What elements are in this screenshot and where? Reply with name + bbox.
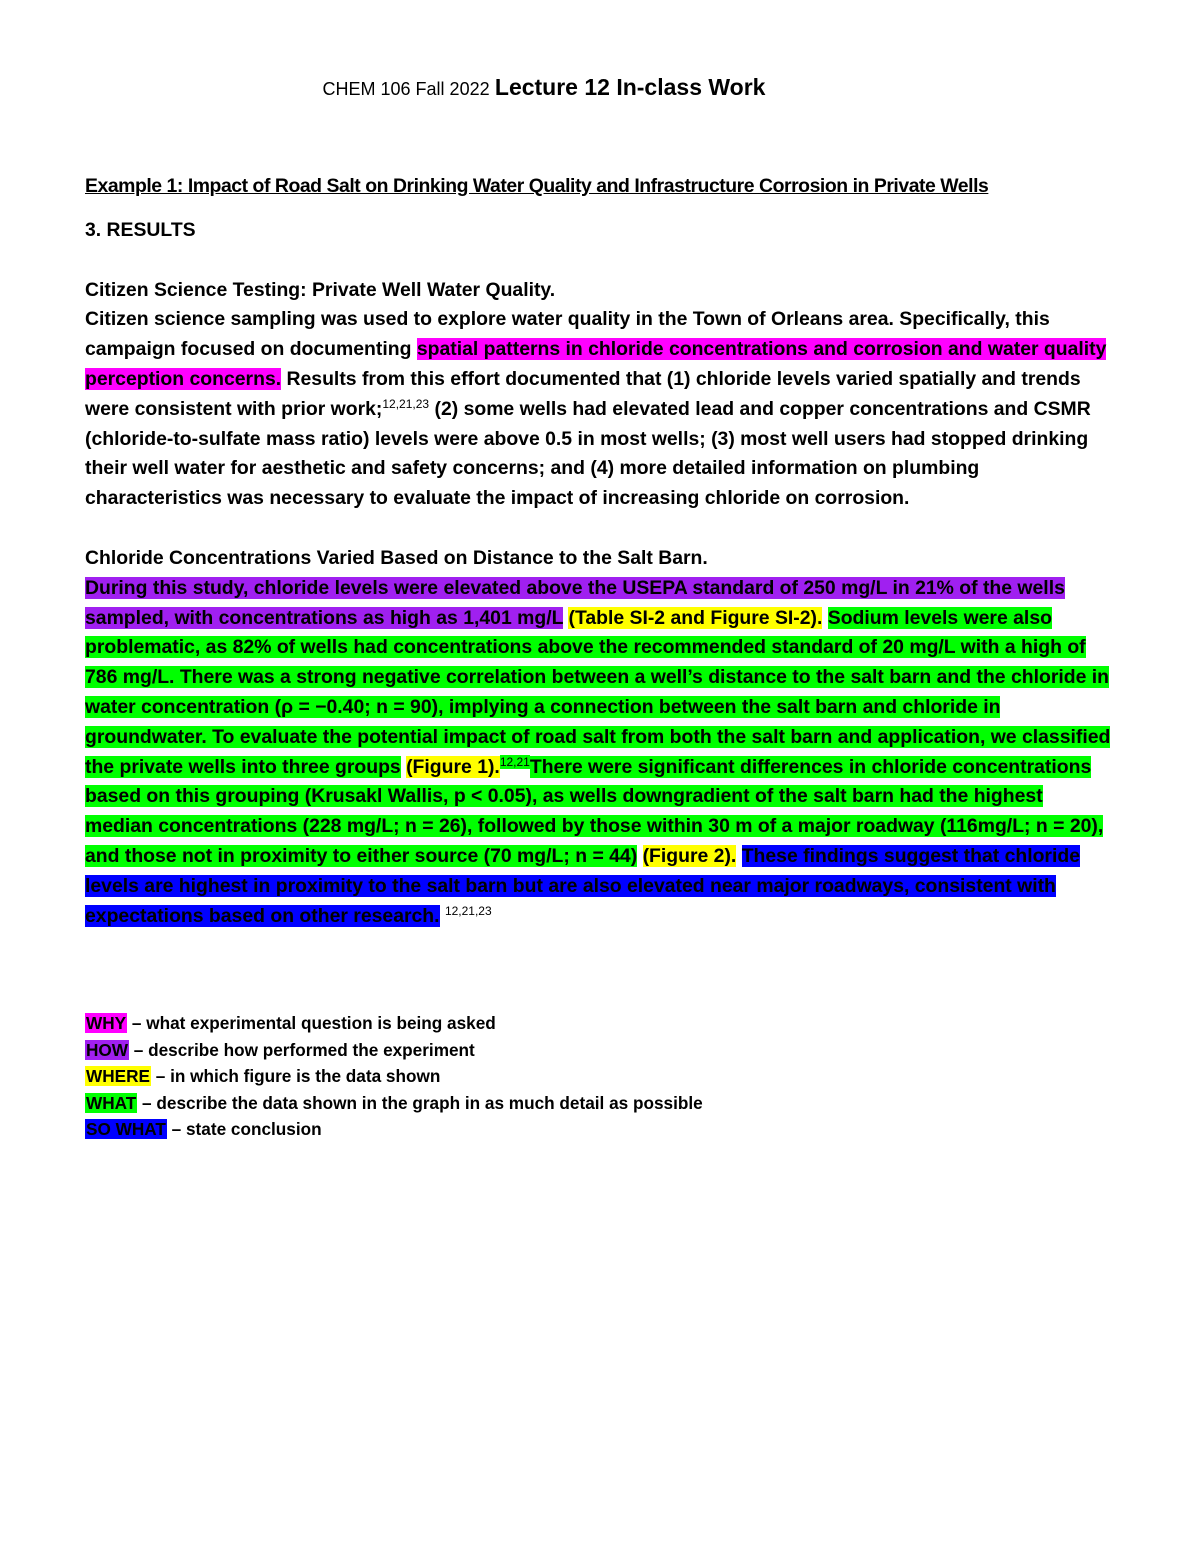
how-highlight: During this study, chloride levels were elevated above the USEPA standard of 250 mg/L in 21% of the wells sampled, with concentrations as high as 1,401 mg/L bbox=[85, 576, 1065, 629]
spacer bbox=[85, 246, 1115, 276]
document-body bbox=[85, 172, 1115, 931]
legend-key: WHERE bbox=[86, 1066, 150, 1086]
where-highlight: (Figure 2). bbox=[642, 844, 737, 867]
citation-superscript: 12,21,23 bbox=[382, 396, 430, 411]
page-header bbox=[0, 74, 1088, 101]
where-highlight: (Figure 1). bbox=[406, 755, 500, 778]
legend-row-so-what bbox=[85, 1116, 703, 1143]
legend-row-why bbox=[85, 1010, 703, 1037]
lecture-title: Lecture 12 In-class Work bbox=[494, 74, 766, 100]
why-highlight: spatial patterns in chloride concentrations and corrosion and water quality perception concerns. bbox=[85, 338, 1107, 390]
paragraph-text: (2) some wells had elevated lead and copper concentrations and CSMR (chloride-to-sulfate mass ratio) levels were above 0.5 in most wells; (3) most well users had stopped drinking their well water for aesthetic and safety concerns; and (4) more detailed information on plumbing characteristics was necessary to evaluate the impact of increasing chloride on corrosion. bbox=[85, 397, 1091, 510]
paragraph-chloride bbox=[85, 574, 1115, 932]
section-heading-citizen-science: Citizen Science Testing: Private Well Water Quality. bbox=[85, 278, 556, 301]
legend-row-where bbox=[85, 1063, 703, 1090]
where-highlight: (Table SI-2 and Figure SI-2). bbox=[568, 606, 823, 629]
legend-description: – in which figure is the data shown bbox=[150, 1066, 441, 1086]
what-highlight: Sodium levels were also problematic, as 82% of wells had concentrations above the recommended standard of 20 mg/L with a high of 786 mg/L. There was a strong negative correlation between a well’s distance to the salt barn and the chloride in water concentration (ρ = −0.40; n = 90), implying a connection between the salt barn and chloride in groundwater. To evaluate the potential impact of road salt from both the salt barn and application, we classified the private wells into three groups bbox=[85, 606, 1111, 778]
course-label: CHEM 106 Fall 2022 bbox=[322, 79, 490, 99]
citation-superscript: 12,21,23 bbox=[444, 903, 492, 918]
results-heading: 3. RESULTS bbox=[85, 218, 196, 241]
legend-description: – describe the data shown in the graph in as much detail as possible bbox=[137, 1092, 703, 1113]
so-what-highlight: These findings suggest that chloride levels are highest in proximity to the salt barn but are also elevated near major roadways, consistent with expectations based on other research. bbox=[85, 844, 1080, 927]
citation-superscript: 12,21 bbox=[499, 754, 530, 769]
paragraph-text: Citizen science sampling was used to explore water quality in the Town of Orleans area. Specifically, this campaign focused on documenting bbox=[85, 308, 1050, 361]
legend-key: HOW bbox=[86, 1039, 129, 1060]
legend-key: WHAT bbox=[86, 1092, 137, 1113]
legend-key: WHY bbox=[86, 1013, 127, 1033]
spacer bbox=[85, 514, 1115, 544]
legend-description: – what experimental question is being asked bbox=[127, 1013, 496, 1033]
section-heading-chloride: Chloride Concentrations Varied Based on Distance to the Salt Barn. bbox=[85, 546, 708, 569]
legend-description: – describe how performed the experiment bbox=[129, 1039, 475, 1060]
legend-description: – state conclusion bbox=[166, 1119, 322, 1139]
paragraph-citizen-science bbox=[85, 305, 1115, 514]
legend-key: SO WHAT bbox=[86, 1119, 166, 1139]
paragraph-text: Results from this effort documented that (1) chloride levels varied spatially and trends were consistent with prior work; bbox=[85, 367, 1081, 420]
what-highlight: There were significant differences in chloride concentrations based on this grouping (Krusakl Wallis, p < 0.05), as wells downgradient of the salt barn had the highest median concentrations (228 mg/L; n = 26), followed by those within 30 m of a major roadway (116mg/L; n = 20), and those not in proximity to either source (70 mg/L; n = 44) bbox=[85, 755, 1104, 867]
legend-row-what bbox=[85, 1090, 703, 1117]
legend-row-how bbox=[85, 1037, 703, 1064]
example-title: Example 1: Impact of Road Salt on Drinking Water Quality and Infrastructure Corrosion in Private Wells bbox=[85, 175, 989, 197]
highlight-legend bbox=[85, 1010, 703, 1143]
